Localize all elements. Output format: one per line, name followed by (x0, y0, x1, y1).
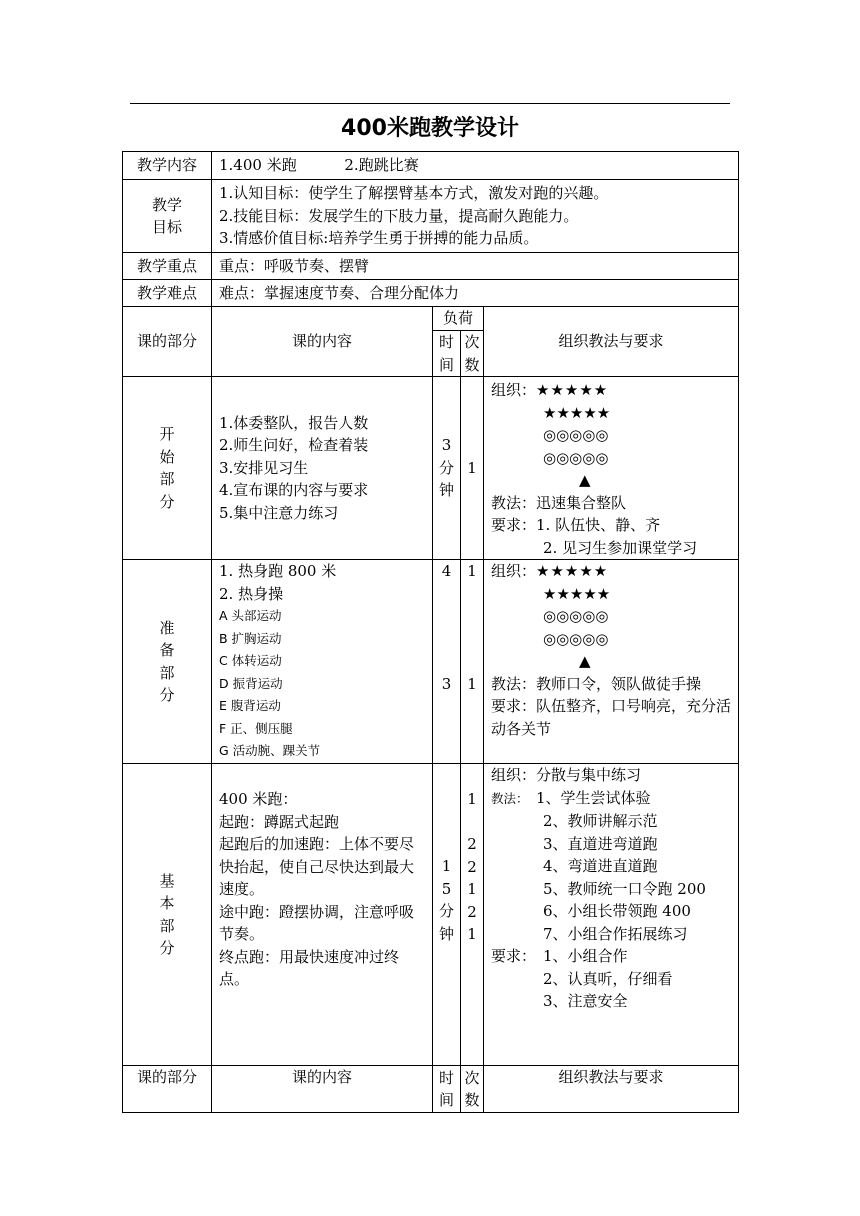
list-item: 起跑：蹲踞式起跑 (219, 812, 340, 831)
goal-item: 1.认知目标：使学生了解摆臂基本方式，激发对跑的兴趣。 (219, 184, 609, 203)
prep-content (212, 560, 433, 764)
prep-time: 4 3 (433, 560, 461, 764)
footer-part: 课的部分 (123, 1066, 212, 1113)
method-text: 教法：教师口令，领队做徒手操 (491, 674, 702, 693)
method-item: 7、小组合作拓展练习 (543, 924, 688, 943)
org-label: 组织： (491, 562, 537, 580)
list-item: 4.宣布课的内容与要求 (219, 481, 369, 500)
goal-item: 2.技能目标：发展学生的下肢力量，提高耐久跑能力。 (219, 206, 579, 225)
teacher-triangle-icon: ▲ (579, 652, 591, 670)
key-point-label: 教学重点 (123, 253, 212, 280)
list-item: 起跑后的加速跑：上体不要尽快抬起，使自己尽快达到最大速度。 (219, 835, 415, 898)
start-part: 开 始 部 分 (123, 377, 212, 560)
prep-count: 1 1 (461, 560, 484, 764)
key-point-value: 重点：呼吸节奏、摆臂 (212, 253, 739, 280)
prep-method (484, 560, 739, 764)
method-item: 3、直道进弯道跑 (543, 834, 658, 853)
difficulty-value: 难点：掌握速度节奏、合理分配体力 (212, 280, 739, 307)
list-item: D 振背运动 (219, 675, 283, 691)
footer-header-row (123, 1066, 739, 1113)
method-item: 5、教师统一口令跑 200 (543, 879, 706, 898)
footer-method: 组织教法与要求 (484, 1066, 739, 1113)
footer-time: 时 间 (433, 1066, 461, 1113)
start-content (212, 377, 433, 560)
formation-row-circles: ◎◎◎◎◎ (543, 607, 609, 625)
basic-time: 1 5 分 钟 (433, 764, 461, 1066)
list-item: C 体转运动 (219, 653, 282, 668)
list-item: 终点跑：用最快速度冲过终点。 (219, 947, 400, 988)
list-item: 400 米跑： (219, 790, 298, 808)
content-row (123, 152, 739, 180)
formation-row-circles: ◎◎◎◎◎ (543, 448, 609, 467)
difficulty-row (123, 280, 739, 307)
page-title: 400米跑教学设计 (341, 116, 519, 141)
footer-content: 课的内容 (212, 1066, 433, 1113)
formation-row-stars: ★★★★★ (543, 584, 611, 603)
footer-count: 次 数 (461, 1066, 484, 1113)
basic-content (212, 764, 433, 1066)
start-section-row (123, 377, 739, 560)
header-load: 负荷 (433, 307, 484, 331)
header-part: 课的部分 (123, 307, 212, 377)
basic-section-row (123, 764, 739, 1066)
method-text: 教法：迅速集合整队 (491, 493, 627, 512)
formation-row-stars: ★★★★★ (543, 403, 611, 422)
list-item: 2. 热身操 (219, 584, 284, 603)
list-item: 1. 热身跑 800 米 (219, 562, 337, 580)
lesson-plan-table (122, 151, 739, 1113)
goal-item: 3.情感价值目标:培养学生勇于拼搏的能力品质。 (219, 229, 539, 248)
start-method (484, 377, 739, 560)
method-item: 6、小组长带领跑 400 (543, 902, 691, 920)
list-item: B 扩胸运动 (219, 630, 282, 646)
list-item: 5.集中注意力练习 (219, 503, 339, 522)
list-item: A 头部运动 (219, 608, 282, 623)
key-point-row (123, 253, 739, 280)
start-count: 1 (461, 377, 484, 560)
formation-row-circles: ◎◎◎◎◎ (543, 629, 609, 648)
formation-row-stars: ★★★★★ (536, 562, 609, 580)
method-item: 1、学生尝试体验 (536, 788, 651, 807)
list-item: 3.安排见习生 (219, 458, 309, 477)
org-text: 组织：分散与集中练习 (491, 766, 642, 784)
formation-row-stars: ★★★★★ (536, 381, 609, 399)
content-value: 1.400 米跑 2.跑跳比赛 (212, 152, 739, 180)
goals-list (212, 180, 739, 253)
req-label: 要求： (491, 947, 537, 965)
content-label: 教学内容 (123, 152, 212, 180)
list-item: 1.体委整队，报告人数 (219, 413, 369, 432)
prep-part: 准 备 部 分 (123, 560, 212, 764)
req-item: 2. 见习生参加课堂学习 (543, 538, 698, 557)
goals-label: 教学 目标 (123, 180, 212, 253)
list-item: 途中跑：蹬摆协调，注意呼吸节奏。 (219, 902, 415, 943)
method-item: 4、弯道进直道跑 (543, 857, 658, 875)
header-content: 课的内容 (212, 307, 433, 377)
list-item: 2.师生问好，检查着装 (219, 436, 369, 455)
formation-row-circles: ◎◎◎◎◎ (543, 426, 609, 444)
goals-row (123, 180, 739, 253)
teacher-triangle-icon: ▲ (579, 471, 591, 489)
req-item: 1. 队伍快、静、齐 (536, 516, 661, 534)
header-rule (130, 103, 730, 104)
method-item: 2、教师讲解示范 (543, 812, 658, 830)
req-text: 要求：队伍整齐，口号响亮，充分活动各关节 (491, 697, 732, 738)
req-item: 1、小组合作 (543, 947, 628, 965)
column-header-row (123, 307, 739, 331)
basic-part: 基 本 部 分 (123, 764, 212, 1066)
header-time: 时 间 (433, 331, 461, 377)
difficulty-label: 教学难点 (123, 280, 212, 307)
list-item: F 正、侧压腿 (219, 720, 293, 736)
org-label: 组织： (491, 381, 537, 399)
header-method: 组织教法与要求 (484, 307, 739, 377)
start-time: 3 分 钟 (433, 377, 461, 560)
method-label: 教法： (491, 790, 529, 806)
req-item: 2、认真听，仔细看 (543, 969, 673, 988)
req-label: 要求： (491, 516, 537, 534)
prep-section-row (123, 560, 739, 764)
basic-count: 1 2 2 1 2 1 (461, 764, 484, 1066)
basic-method (484, 764, 739, 1066)
list-item: E 腹背运动 (219, 698, 281, 713)
req-item: 3、注意安全 (543, 992, 628, 1010)
header-count: 次 数 (461, 331, 484, 377)
list-item: G 活动腕、踝关节 (219, 743, 321, 758)
